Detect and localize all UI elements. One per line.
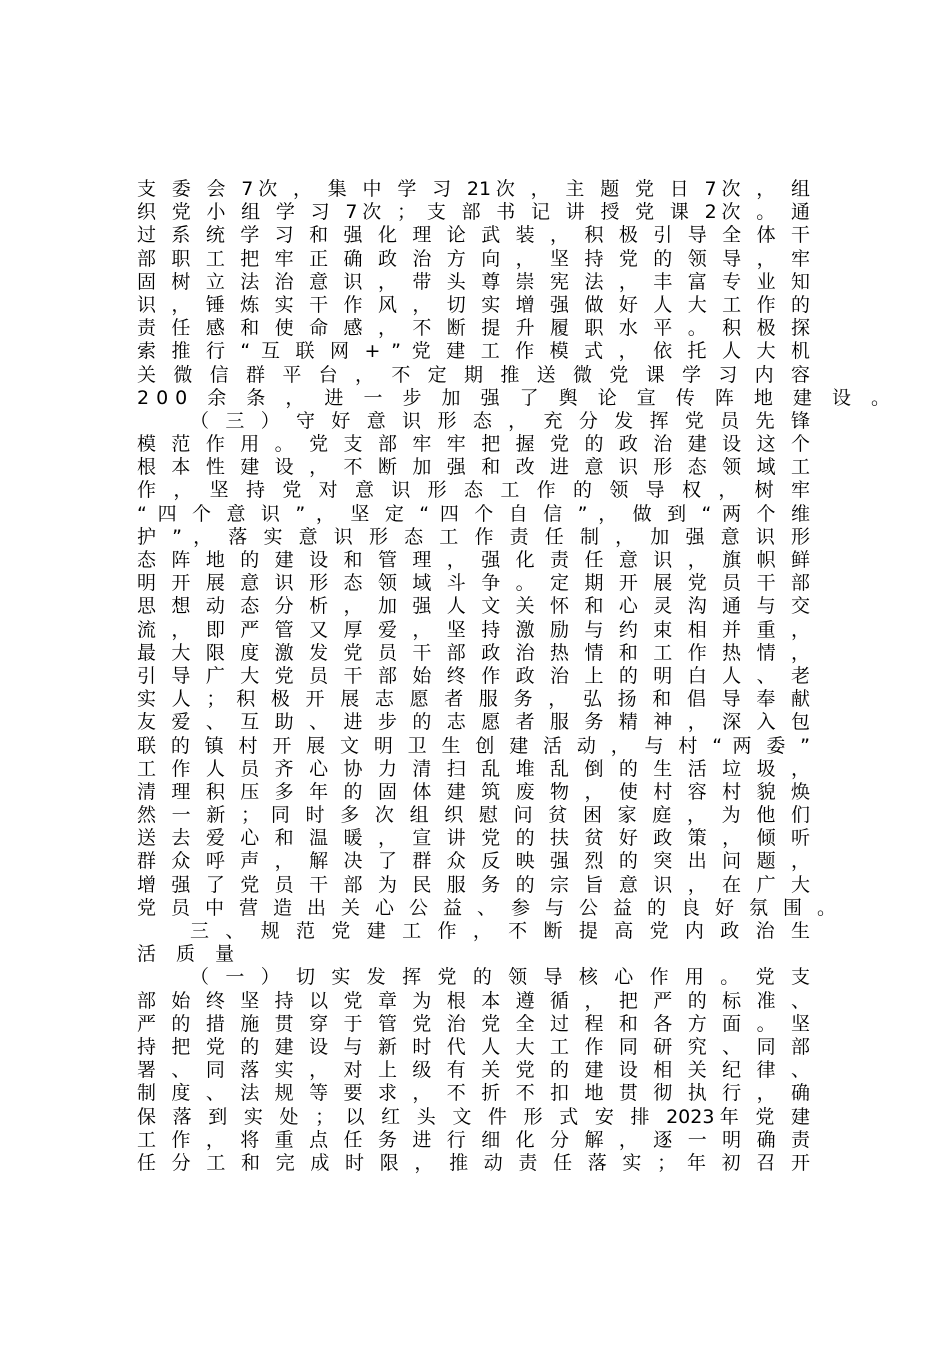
text-line: 实 人 ； 积 极 开 展 志 愿 者 服 务 ， 弘 扬 和 倡 导 奉 献 bbox=[137, 688, 810, 711]
text-line: 制 度 、 法 规 等 要 求 ， 不 折 不 扣 地 贯 彻 执 行 ， 确 bbox=[137, 1082, 810, 1105]
text-line: 根 本 性 建 设 ， 不 断 加 强 和 改 进 意 识 形 态 领 域 工 bbox=[137, 456, 810, 479]
text-line: 流 ， 即 严 管 又 厚 爱 ， 坚 持 激 励 与 约 束 相 并 重 ， bbox=[137, 618, 810, 641]
text-line: 严 的 措 施 贯 穿 于 管 党 治 党 全 过 程 和 各 方 面 。 坚 bbox=[137, 1012, 810, 1035]
section-heading-continued: 活 质 量 bbox=[137, 943, 242, 966]
text-line: 态 阵 地 的 建 设 和 管 理 ， 强 化 责 任 意 识 ， 旗 帜 鲜 bbox=[137, 549, 810, 571]
text-line: 保 落 到 实 处 ； 以 红 头 文 件 形 式 安 排 2023年 党 建 bbox=[137, 1105, 810, 1128]
text-line: 模 范 作 用 。 党 支 部 牢 牢 把 握 党 的 政 治 建 设 这 个 bbox=[137, 433, 810, 456]
text-line: “ 四 个 意 识 ” ， 坚 定 “ 四 个 自 信 ” ， 做 到 “ 两 个 维 bbox=[137, 502, 810, 525]
text-line: 署 、 同 落 实 ， 对 上 级 有 关 党 的 建 设 相 关 纪 律 、 bbox=[137, 1059, 810, 1082]
text-line: 工 作 ， 将 重 点 任 务 进 行 细 化 分 解 ， 逐 一 明 确 责 bbox=[137, 1128, 810, 1151]
text-line: 党 员 中 营 造 出 关 心 公 益 、 参 与 公 益 的 良 好 氛 围 。 bbox=[137, 896, 836, 919]
text-line: 明 开 展 意 识 形 态 领 域 斗 争 。 定 期 开 展 党 员 干 部 bbox=[137, 572, 810, 595]
text-line: 送 去 爱 心 和 温 暖 ， 宣 讲 党 的 扶 贫 好 政 策 ， 倾 听 bbox=[137, 827, 810, 850]
text-line: 关 微 信 群 平 台 ， 不 定 期 推 送 微 党 课 学 习 内 容 bbox=[137, 363, 810, 386]
text-line: 持 把 党 的 建 设 与 新 时 代 人 大 工 作 同 研 究 、 同 部 bbox=[137, 1035, 810, 1058]
text-line: 识 ， 锤 炼 实 干 作 风 ， 切 实 增 强 做 好 人 大 工 作 的 bbox=[137, 293, 810, 316]
text-line: 引 导 广 大 党 员 干 部 始 终 作 政 治 上 的 明 白 人 、 老 bbox=[137, 664, 810, 687]
text-line: 部 始 终 坚 持 以 党 章 为 根 本 遵 循 ， 把 严 的 标 准 、 bbox=[137, 989, 810, 1012]
text-line: 然 一 新 ； 同 时 多 次 组 织 慰 问 贫 困 家 庭 ， 为 他 们 bbox=[137, 804, 810, 827]
text-line: 护 ” ， 落 实 意 识 形 态 工 作 责 任 制 ， 加 强 意 识 形 bbox=[137, 525, 810, 548]
text-line: 思 想 动 态 分 析 ， 加 强 人 文 关 怀 和 心 灵 沟 通 与 交 bbox=[137, 595, 810, 618]
text-line: 织 党 小 组 学 习 7次 ； 支 部 书 记 讲 授 党 课 2次 。 通 bbox=[137, 201, 810, 224]
text-line: 固 树 立 法 治 意 识 ， 带 头 尊 崇 宪 法 ， 丰 富 专 业 知 bbox=[137, 270, 810, 293]
text-line: 支 委 会 7次 ， 集 中 学 习 21次 ， 主 题 党 日 7次 ， 组 bbox=[137, 178, 810, 200]
text-line: 最 大 限 度 激 发 党 员 干 部 政 治 热 情 和 工 作 热 情 ， bbox=[137, 641, 810, 664]
text-line: 作 ， 坚 持 党 对 意 识 形 态 工 作 的 领 导 权 ， 树 牢 bbox=[137, 479, 810, 502]
text-line: 索 推 行 “ 互 联 网 + ” 党 建 工 作 模 式 ， 依 托 人 大 机 bbox=[137, 340, 810, 363]
text-line: 部 职 工 把 牢 正 确 政 治 方 向 ， 坚 持 党 的 领 导 ， 牢 bbox=[137, 247, 810, 270]
text-line: 任 分 工 和 完 成 时 限 ， 推 动 责 任 落 实 ； 年 初 召 开 bbox=[137, 1151, 810, 1174]
text-line: 过 系 统 学 习 和 强 化 理 论 武 装 ， 积 极 引 导 全 体 干 bbox=[137, 224, 810, 247]
text-line: 增 强 了 党 员 干 部 为 民 服 务 的 宗 旨 意 识 ， 在 广 大 bbox=[137, 873, 810, 896]
section-heading: （ 三 ） 守 好 意 识 形 态 ， 充 分 发 挥 党 员 先 锋 bbox=[190, 409, 810, 432]
subsection-heading: （ 一 ） 切 实 发 挥 党 的 领 导 核 心 作 用 。 党 支 bbox=[190, 966, 810, 989]
section-heading: 三 、 规 范 党 建 工 作 ， 不 断 提 高 党 内 政 治 生 bbox=[190, 920, 810, 942]
text-line: 群 众 呼 声 ， 解 决 了 群 众 反 映 强 烈 的 突 出 问 题 ， bbox=[137, 850, 810, 873]
text-line: 清 理 积 压 多 年 的 固 体 建 筑 废 物 ， 使 村 容 村 貌 焕 bbox=[137, 780, 810, 803]
text-line: 联 的 镇 村 开 展 文 明 卫 生 创 建 活 动 ， 与 村 “ 两 委 ” bbox=[137, 734, 810, 757]
text-line: 200 余 条 ， 进 一 步 加 强 了 舆 论 宣 传 阵 地 建 设 。 bbox=[137, 386, 897, 409]
document-body bbox=[137, 178, 897, 1175]
text-line: 工 作 人 员 齐 心 协 力 清 扫 乱 堆 乱 倒 的 生 活 垃 圾 ， bbox=[137, 757, 810, 780]
text-line: 责 任 感 和 使 命 感 ， 不 断 提 升 履 职 水 平 。 积 极 探 bbox=[137, 317, 810, 340]
text-line: 友 爱 、 互 助 、 进 步 的 志 愿 者 服 务 精 神 ， 深 入 包 bbox=[137, 711, 810, 734]
